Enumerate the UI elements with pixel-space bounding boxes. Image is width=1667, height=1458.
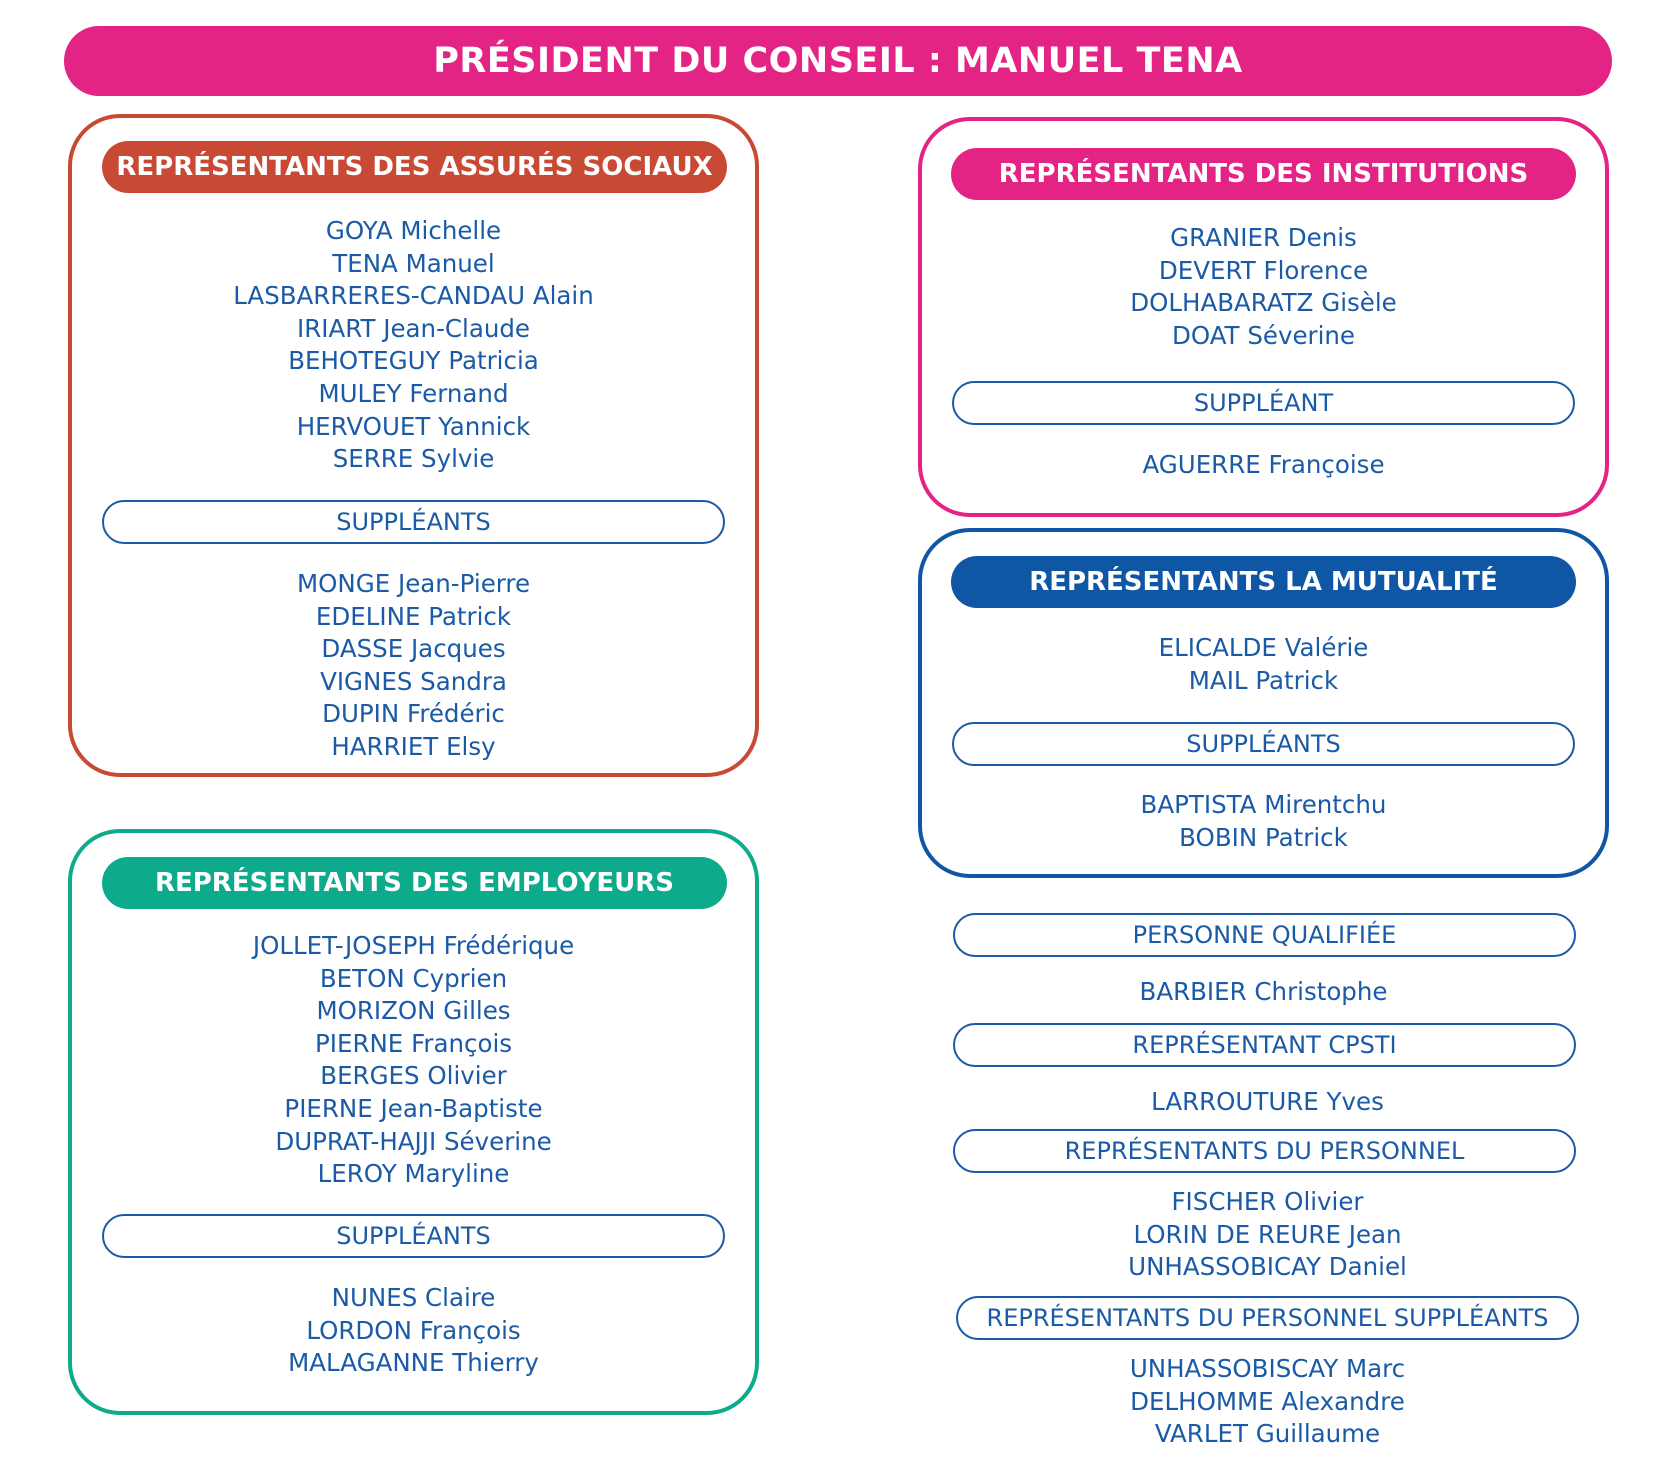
member-name: DEVERT Florence <box>1158 255 1369 285</box>
member-name: BOBIN Patrick <box>1179 822 1348 852</box>
member-name: HARRIET Elsy <box>331 731 496 761</box>
member-name: DUPIN Frédéric <box>322 699 505 729</box>
member-name: DOAT Séverine <box>1171 320 1355 350</box>
employeurs-titulaires-list <box>68 930 759 1191</box>
employeurs-title: REPRÉSENTANTS DES EMPLOYEURS <box>102 857 727 909</box>
institutions-suppleant-label: SUPPLÉANT <box>952 381 1575 425</box>
member-name: PIERNE François <box>314 1028 513 1058</box>
cpsti-label: REPRÉSENTANT CPSTI <box>953 1023 1576 1067</box>
member-name: JOLLET-JOSEPH Frédérique <box>252 931 575 960</box>
cpsti-list <box>922 1086 1613 1119</box>
member-name: UNHASSOBICAY Daniel <box>1128 1252 1407 1282</box>
member-name: AGUERRE Françoise <box>1142 450 1385 479</box>
member-name: MAIL Patrick <box>1188 665 1339 695</box>
member-name: HERVOUET Yannick <box>296 411 531 441</box>
member-name: MONGE Jean-Pierre <box>296 569 531 598</box>
institutions-titulaires-list <box>918 222 1609 352</box>
member-name: GRANIER Denis <box>1170 223 1357 252</box>
member-name: SERRE Sylvie <box>332 444 495 474</box>
member-name: MULEY Fernand <box>318 378 509 408</box>
personne-qualifiee-label: PERSONNE QUALIFIÉE <box>953 913 1576 957</box>
member-name: FISCHER Olivier <box>1171 1187 1364 1216</box>
personne-qualifiee-list <box>918 976 1609 1009</box>
member-name: NUNES Claire <box>331 1283 496 1312</box>
member-name: LEROY Maryline <box>317 1159 510 1189</box>
member-name: IRIART Jean-Claude <box>297 313 530 343</box>
assures-sociaux-title: REPRÉSENTANTS DES ASSURÉS SOCIAUX <box>102 141 727 193</box>
personnel-suppleants-list <box>922 1353 1613 1451</box>
member-name: TENA Manuel <box>332 248 495 278</box>
assures-suppleants-list <box>68 568 759 764</box>
mutualite-titulaires-list <box>918 632 1609 697</box>
mutualite-suppleants-list <box>918 789 1609 854</box>
member-name: DUPRAT-HAJJI Séverine <box>275 1126 552 1156</box>
employeurs-suppleants-label: SUPPLÉANTS <box>102 1214 725 1258</box>
personnel-list <box>922 1186 1613 1284</box>
member-name: ELICALDE Valérie <box>1158 633 1369 662</box>
member-name: BARBIER Christophe <box>1139 977 1388 1006</box>
member-name: DELHOMME Alexandre <box>1130 1386 1405 1416</box>
personnel-suppleants-label: REPRÉSENTANTS DU PERSONNEL SUPPLÉANTS <box>956 1296 1579 1340</box>
member-name: BEHOTEGUY Patricia <box>288 346 539 376</box>
personnel-label: REPRÉSENTANTS DU PERSONNEL <box>953 1129 1576 1173</box>
member-name: EDELINE Patrick <box>315 601 512 631</box>
member-name: LARROUTURE Yves <box>1151 1087 1384 1116</box>
member-name: BERGES Olivier <box>320 1061 507 1091</box>
mutualite-suppleants-label: SUPPLÉANTS <box>952 722 1575 766</box>
employeurs-suppleants-list <box>68 1282 759 1380</box>
assures-titulaires-list <box>68 215 759 476</box>
member-name: LORIN DE REURE Jean <box>1133 1219 1402 1249</box>
member-name: PIERNE Jean-Baptiste <box>284 1093 543 1123</box>
member-name: DASSE Jacques <box>321 634 506 664</box>
member-name: LORDON François <box>306 1315 521 1345</box>
member-name: UNHASSOBISCAY Marc <box>1129 1354 1406 1383</box>
member-name: BETON Cyprien <box>319 963 508 993</box>
member-name: BAPTISTA Mirentchu <box>1140 790 1387 819</box>
mutualite-title: REPRÉSENTANTS LA MUTUALITÉ <box>951 556 1576 608</box>
member-name: GOYA Michelle <box>325 216 502 245</box>
institutions-suppleants-list <box>918 449 1609 482</box>
assures-suppleants-label: SUPPLÉANTS <box>102 500 725 544</box>
member-name: DOLHABARATZ Gisèle <box>1130 288 1397 318</box>
member-name: LASBARRERES-CANDAU Alain <box>233 281 594 311</box>
member-name: VARLET Guillaume <box>1154 1419 1381 1449</box>
member-name: VIGNES Sandra <box>320 666 507 696</box>
institutions-title: REPRÉSENTANTS DES INSTITUTIONS <box>951 148 1576 200</box>
member-name: MORIZON Gilles <box>316 996 511 1026</box>
president-banner: PRÉSIDENT DU CONSEIL : MANUEL TENA <box>64 26 1612 96</box>
member-name: MALAGANNE Thierry <box>288 1348 539 1378</box>
